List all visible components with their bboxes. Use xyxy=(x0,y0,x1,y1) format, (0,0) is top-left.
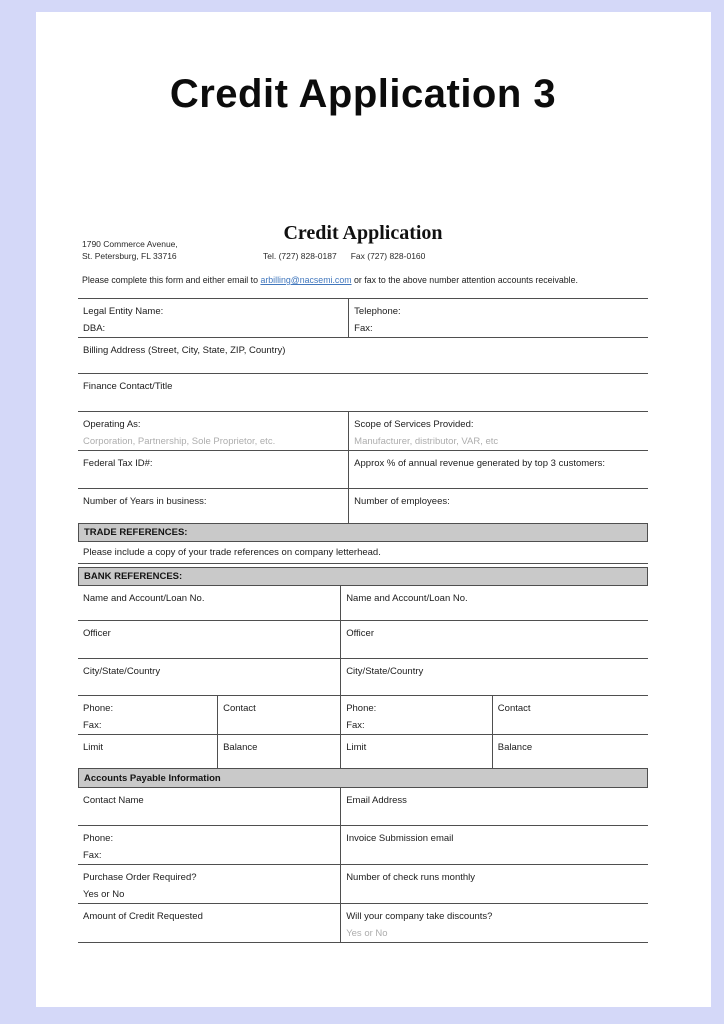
table-row xyxy=(78,904,648,943)
field-ap-credit-amount[interactable] xyxy=(78,904,340,942)
table-row xyxy=(78,299,648,338)
trade-references-heading: TRADE REFERENCES: xyxy=(84,527,188,538)
field-bank2-name-account[interactable] xyxy=(340,586,648,620)
field-ap-contact-name[interactable] xyxy=(78,788,340,825)
field-bank2-limit[interactable] xyxy=(340,735,492,768)
field-bank2-balance[interactable] xyxy=(492,735,648,768)
field-bank1-officer[interactable] xyxy=(78,621,340,658)
address-line-1: 1790 Commerce Avenue, xyxy=(82,239,178,249)
ap-discounts-placeholder: Yes or No xyxy=(346,928,388,939)
operating-as-label: Operating As: xyxy=(83,419,141,430)
table-row xyxy=(78,489,648,524)
years-label: Number of Years in business: xyxy=(83,496,207,507)
field-bank2-officer[interactable] xyxy=(340,621,648,658)
field-bank1-phone-fax[interactable] xyxy=(78,696,217,734)
telephone-label: Telephone: xyxy=(354,306,401,317)
field-years-in-business[interactable] xyxy=(78,489,348,523)
field-ap-invoice-email[interactable] xyxy=(340,826,648,864)
federal-tax-label: Federal Tax ID#: xyxy=(83,458,153,469)
ap-credit-amount-label: Amount of Credit Requested xyxy=(83,911,203,922)
company-address xyxy=(82,239,178,262)
field-federal-tax-id[interactable] xyxy=(78,451,348,488)
ap-fax-label: Fax: xyxy=(83,850,102,861)
instructions-before: Please complete this form and either email to xyxy=(82,275,261,285)
bank2-phone-label: Phone: xyxy=(346,703,377,714)
field-scope-of-services[interactable] xyxy=(348,412,648,450)
ap-phone-label: Phone: xyxy=(83,833,114,844)
bank1-contact-label: Contact xyxy=(223,703,256,714)
ap-po-required-value: Yes or No xyxy=(83,889,125,900)
bank1-balance-label: Balance xyxy=(223,742,258,753)
bank1-phone-label: Phone: xyxy=(83,703,114,714)
table-row xyxy=(78,659,648,696)
field-legal-entity-dba[interactable] xyxy=(78,299,348,337)
table-row xyxy=(78,338,648,374)
field-billing-address[interactable] xyxy=(78,338,648,373)
field-bank2-phone-fax[interactable] xyxy=(340,696,492,734)
fax-label: Fax: xyxy=(354,323,373,334)
field-bank2-city-state-country[interactable] xyxy=(340,659,648,695)
table-row xyxy=(78,412,648,451)
ap-invoice-email-label: Invoice Submission email xyxy=(346,833,454,844)
bank1-city-label: City/State/Country xyxy=(83,666,161,677)
field-bank2-contact[interactable] xyxy=(492,696,648,734)
bank1-name-account-label: Name and Account/Loan No. xyxy=(83,593,205,604)
table-row xyxy=(78,788,648,826)
bank2-limit-label: Limit xyxy=(346,742,367,753)
ap-po-required-label: Purchase Order Required? xyxy=(83,872,197,883)
field-telephone-fax[interactable] xyxy=(348,299,648,337)
table-row xyxy=(78,451,648,489)
accounts-payable-heading: Accounts Payable Information xyxy=(84,772,221,784)
section-header-accounts-payable xyxy=(78,769,648,788)
form-table xyxy=(78,298,648,943)
ap-check-runs-label: Number of check runs monthly xyxy=(346,872,476,883)
dba-label: DBA: xyxy=(83,323,106,334)
tel-number: Tel. (727) 828-0187 xyxy=(263,251,337,261)
field-ap-discounts[interactable] xyxy=(340,904,648,942)
ap-contact-name-label: Contact Name xyxy=(83,795,144,806)
finance-contact-label: Finance Contact/Title xyxy=(83,381,173,392)
legal-entity-label: Legal Entity Name: xyxy=(83,306,164,317)
field-bank1-city-state-country[interactable] xyxy=(78,659,340,695)
field-operating-as[interactable] xyxy=(78,412,348,450)
bank2-balance-label: Balance xyxy=(497,742,533,753)
table-row xyxy=(78,735,648,769)
instructions-after: or fax to the above number attention accounts receivable. xyxy=(351,275,578,285)
field-number-of-employees[interactable] xyxy=(348,489,648,523)
field-ap-check-runs[interactable] xyxy=(340,865,648,903)
field-bank1-name-account[interactable] xyxy=(78,586,340,620)
field-bank1-balance[interactable] xyxy=(217,735,340,768)
bank1-officer-label: Officer xyxy=(83,628,111,639)
section-header-trade-references xyxy=(78,524,648,542)
credit-application-form xyxy=(78,12,648,1007)
field-ap-po-required[interactable] xyxy=(78,865,340,903)
field-top3-revenue[interactable] xyxy=(348,451,648,488)
bank1-fax-label: Fax: xyxy=(83,720,102,731)
field-ap-phone-fax[interactable] xyxy=(78,826,340,864)
email-link[interactable]: arbilling@nacsemi.com xyxy=(260,275,352,285)
section-header-bank-references xyxy=(78,568,648,586)
document-page xyxy=(36,12,711,1007)
table-row xyxy=(78,621,648,659)
table-row xyxy=(78,586,648,621)
instructions-line xyxy=(82,275,648,285)
form-title: Credit Application xyxy=(283,222,443,244)
page-title: Credit Application 3 xyxy=(169,72,557,116)
table-row xyxy=(78,865,648,904)
billing-address-label: Billing Address (Street, City, State, ZIP, Country) xyxy=(83,345,286,356)
ap-email-address-label: Email Address xyxy=(346,795,407,806)
table-row xyxy=(78,542,648,564)
bank2-city-label: City/State/Country xyxy=(346,666,424,677)
scope-label: Scope of Services Provided: xyxy=(354,419,474,430)
field-finance-contact[interactable] xyxy=(78,374,648,411)
bank2-contact-label: Contact xyxy=(497,703,531,714)
scope-placeholder: Manufacturer, distributor, VAR, etc xyxy=(354,436,499,447)
bank2-name-account-label: Name and Account/Loan No. xyxy=(346,593,468,604)
operating-as-placeholder: Corporation, Partnership, Sole Proprietor, etc. xyxy=(83,436,276,447)
trade-references-note: Please include a copy of your trade references on company letterhead. xyxy=(83,547,381,558)
bank-references-heading: BANK REFERENCES: xyxy=(84,571,183,582)
phone-fax-line xyxy=(263,251,425,261)
employees-label: Number of employees: xyxy=(354,496,450,507)
field-bank1-contact[interactable] xyxy=(217,696,340,734)
field-ap-email-address[interactable] xyxy=(340,788,648,825)
fax-number: Fax (727) 828-0160 xyxy=(350,251,426,261)
table-row xyxy=(78,374,648,412)
revenue-label: Approx % of annual revenue generated by top 3 customers: xyxy=(354,458,606,469)
bank2-officer-label: Officer xyxy=(346,628,374,639)
address-line-2: St. Petersburg, FL 33716 xyxy=(82,250,177,261)
table-row xyxy=(78,696,648,735)
ap-discounts-label: Will your company take discounts? xyxy=(346,911,493,922)
bank2-fax-label: Fax: xyxy=(346,720,365,731)
bank1-limit-label: Limit xyxy=(83,742,104,753)
table-row xyxy=(78,826,648,865)
field-bank1-limit[interactable] xyxy=(78,735,217,768)
